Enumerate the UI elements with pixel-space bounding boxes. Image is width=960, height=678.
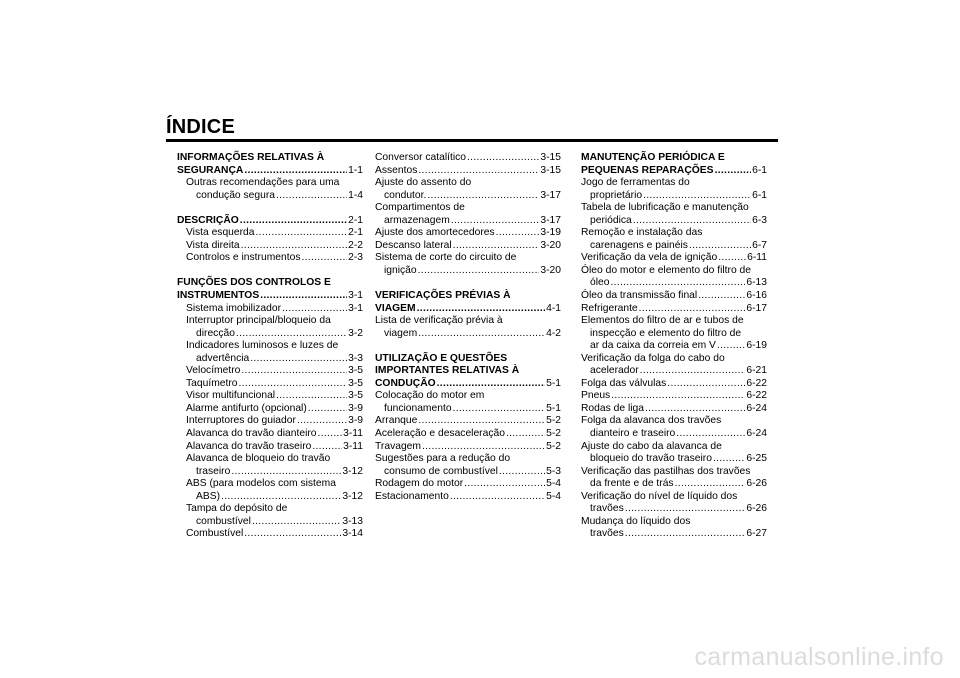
dot-leader bbox=[645, 403, 745, 416]
toc-entry-title: VIAGEM bbox=[375, 302, 416, 314]
toc-entry-title: carenagens e painéis bbox=[590, 239, 688, 251]
section-heading-line: INFORMAÇÕES RELATIVAS À bbox=[177, 152, 325, 163]
toc-entry-title: Descanso lateral bbox=[375, 239, 452, 251]
toc-entry-title: proprietário bbox=[590, 189, 643, 201]
toc-entry[interactable] bbox=[581, 390, 767, 403]
toc-entry[interactable] bbox=[581, 378, 767, 391]
toc-page-number: 3-14 bbox=[342, 528, 363, 540]
toc-page-number: 6-22 bbox=[746, 377, 767, 389]
toc-page-number: 5-4 bbox=[546, 478, 561, 490]
toc-entry-line: Ajuste do cabo da alavanca de bbox=[581, 440, 722, 452]
toc-entry-title: traseiro bbox=[196, 465, 231, 477]
toc-entry[interactable] bbox=[581, 240, 767, 253]
dot-leader bbox=[239, 378, 348, 391]
toc-entry[interactable] bbox=[177, 390, 363, 403]
dot-leader bbox=[417, 303, 545, 316]
dot-leader bbox=[506, 428, 545, 441]
toc-entry-line: Outras recomendações para uma bbox=[186, 177, 340, 189]
toc-entry-title: SEGURANÇA bbox=[177, 164, 244, 176]
toc-entry[interactable] bbox=[177, 403, 363, 416]
dot-leader bbox=[318, 428, 343, 441]
toc-page-number: 6-11 bbox=[747, 252, 767, 264]
toc-entry[interactable] bbox=[581, 503, 767, 516]
toc-entry[interactable] bbox=[581, 365, 767, 378]
toc-entry-title: Vista direita bbox=[186, 239, 240, 251]
toc-entry-line: Colocação do motor em bbox=[375, 390, 485, 402]
dot-leader bbox=[241, 240, 347, 253]
toc-entry[interactable] bbox=[581, 290, 767, 303]
dot-leader bbox=[689, 240, 751, 253]
toc-entry[interactable] bbox=[177, 240, 363, 253]
toc-entry-title: Verificação da vela de ignição bbox=[581, 252, 718, 264]
toc-page-number: 6-21 bbox=[746, 365, 767, 377]
section-heading-entry[interactable] bbox=[581, 165, 767, 178]
toc-entry-title: Arranque bbox=[375, 415, 418, 427]
toc-entry-line: Alavanca de bloqueio do travão bbox=[186, 453, 331, 465]
toc-entry[interactable] bbox=[177, 328, 363, 341]
dot-leader bbox=[464, 478, 545, 491]
toc-entry-line: Sugestões para a redução do bbox=[375, 453, 511, 465]
dot-leader bbox=[451, 215, 540, 228]
dot-leader bbox=[717, 340, 745, 353]
toc-entry-line: Verificação do nível de líquido dos bbox=[581, 490, 738, 502]
toc-entry[interactable] bbox=[177, 227, 363, 240]
section-heading-line: MANUTENÇÃO PERIÓDICA E bbox=[581, 152, 725, 163]
toc-entry-title: Sistema imobilizador bbox=[186, 302, 281, 314]
toc-page-number: 3-2 bbox=[348, 327, 363, 339]
toc-page-number: 5-4 bbox=[546, 490, 561, 502]
toc-entry[interactable] bbox=[375, 165, 561, 178]
dot-leader bbox=[718, 252, 746, 265]
dot-leader bbox=[625, 503, 746, 516]
toc-page-number: 3-9 bbox=[348, 415, 363, 427]
toc-entry[interactable] bbox=[177, 353, 363, 366]
toc-page-number: 6-22 bbox=[746, 390, 767, 402]
toc-page-number: 6-1 bbox=[752, 189, 767, 201]
toc-entry-line: Folga da alavanca dos travões bbox=[581, 415, 722, 427]
toc-page-number: 4-1 bbox=[546, 302, 561, 314]
dot-leader bbox=[667, 378, 745, 391]
toc-entry[interactable] bbox=[581, 428, 767, 441]
toc-entry[interactable] bbox=[581, 453, 767, 466]
toc-page-number: 6-13 bbox=[746, 277, 767, 289]
toc-page-number: 5-2 bbox=[546, 415, 561, 427]
toc-entry-title: Aceleração e desaceleração bbox=[375, 428, 505, 440]
dot-leader bbox=[610, 277, 745, 290]
dot-leader bbox=[675, 478, 746, 491]
toc-entry-title: combustível bbox=[196, 515, 251, 527]
dot-leader bbox=[611, 390, 745, 403]
toc-entry-title: DESCRIÇÃO bbox=[177, 214, 239, 226]
toc-page-number: 6-1 bbox=[752, 164, 767, 176]
toc-page-number: 6-25 bbox=[746, 453, 767, 465]
toc-entry-title: Rodagem do motor bbox=[375, 478, 464, 490]
dot-leader bbox=[301, 252, 347, 265]
section-heading-entry[interactable] bbox=[177, 215, 363, 228]
toc-entry-line: inspecção e elemento do filtro de bbox=[590, 327, 742, 339]
toc-entry[interactable] bbox=[375, 227, 561, 240]
toc-entry[interactable] bbox=[581, 528, 767, 541]
toc-entry-title: Taquímetro bbox=[186, 377, 238, 389]
toc-entry-title: acelerador bbox=[590, 365, 639, 377]
dot-leader bbox=[698, 290, 745, 303]
toc-page-number: 3-1 bbox=[348, 302, 363, 314]
watermark: carmanualsonline.info bbox=[694, 643, 944, 671]
toc-entry[interactable] bbox=[177, 303, 363, 316]
toc-page-number: 3-20 bbox=[540, 239, 561, 251]
toc-page-number: 3-1 bbox=[348, 290, 363, 302]
toc-page-number: 6-24 bbox=[746, 402, 767, 414]
toc-page-number: 3-17 bbox=[540, 214, 561, 226]
toc-entry[interactable] bbox=[581, 303, 767, 316]
toc-page-number: 6-19 bbox=[746, 340, 767, 352]
toc-column-1 bbox=[177, 152, 363, 541]
section-heading-line: IMPORTANTES RELATIVAS À bbox=[375, 365, 520, 377]
toc-page-number: 3-13 bbox=[342, 515, 363, 527]
dot-leader bbox=[639, 303, 746, 316]
toc-page-number: 3-11 bbox=[343, 428, 363, 440]
dot-leader bbox=[453, 240, 540, 253]
toc-entry-title: Vista esquerda bbox=[186, 227, 255, 239]
toc-entry-title: Pneus bbox=[581, 390, 611, 402]
dot-leader bbox=[496, 227, 540, 240]
toc-entry[interactable] bbox=[177, 190, 363, 203]
toc-entry[interactable] bbox=[375, 265, 561, 278]
toc-column-3 bbox=[581, 152, 767, 541]
toc-entry-title: travões bbox=[590, 503, 624, 515]
toc-entry-line: Elementos do filtro de ar e tubos de bbox=[581, 315, 744, 327]
toc-entry-title: Assentos bbox=[375, 164, 418, 176]
toc-entry-line: Compartimentos de bbox=[375, 202, 465, 214]
toc-entry-title: ABS) bbox=[196, 490, 221, 502]
toc-entry[interactable] bbox=[581, 277, 767, 290]
dot-leader bbox=[453, 403, 546, 416]
toc-entry-title: dianteiro e traseiro bbox=[590, 428, 676, 440]
toc-page-number: 3-12 bbox=[342, 465, 363, 477]
toc-page-number: 3-15 bbox=[540, 164, 561, 176]
section-heading-line: UTILIZAÇÃO E QUESTÕES bbox=[375, 352, 508, 364]
dot-leader bbox=[499, 466, 545, 479]
page-title: ÍNDICE bbox=[166, 116, 235, 138]
toc-page-number: 3-17 bbox=[540, 189, 561, 201]
section-gap bbox=[177, 265, 363, 278]
toc-entry[interactable] bbox=[177, 466, 363, 479]
toc-page-number: 2-2 bbox=[348, 239, 363, 251]
toc-page-number: 1-4 bbox=[348, 189, 363, 201]
toc-entry-title: Travagem bbox=[375, 440, 421, 452]
toc-entry[interactable] bbox=[581, 403, 767, 416]
dot-leader bbox=[676, 428, 745, 441]
section-heading-entry[interactable] bbox=[177, 290, 363, 303]
toc-page-number: 3-9 bbox=[348, 402, 363, 414]
toc-entry[interactable] bbox=[375, 328, 561, 341]
dot-leader bbox=[297, 415, 347, 428]
toc-entry-title: armazenagem bbox=[384, 214, 450, 226]
toc-entry-title: Refrigerante bbox=[581, 302, 638, 314]
toc-entry[interactable] bbox=[375, 478, 561, 491]
dot-leader bbox=[450, 491, 545, 504]
dot-leader bbox=[312, 441, 342, 454]
toc-page-number: 3-5 bbox=[348, 365, 363, 377]
toc-entry-line: Mudança do líquido dos bbox=[581, 515, 691, 527]
dot-leader bbox=[640, 365, 746, 378]
toc-page-number: 2-1 bbox=[348, 214, 363, 226]
toc-entry-title: ar da caixa da correia em V bbox=[590, 340, 716, 352]
toc-page-number: 5-3 bbox=[546, 465, 561, 477]
dot-leader bbox=[467, 152, 539, 165]
dot-leader bbox=[244, 165, 347, 178]
dot-leader bbox=[276, 190, 347, 203]
dot-leader bbox=[418, 328, 545, 341]
toc-page-number: 5-1 bbox=[546, 402, 561, 414]
dot-leader bbox=[252, 516, 341, 529]
toc-entry-title: Controlos e instrumentos bbox=[186, 252, 301, 264]
section-gap bbox=[375, 340, 561, 353]
toc-entry-title: viagem bbox=[384, 327, 418, 339]
toc-page-number: 6-26 bbox=[746, 478, 767, 490]
toc-entry[interactable] bbox=[375, 215, 561, 228]
toc-entry-title: consumo de combustível bbox=[384, 465, 498, 477]
toc-page-number: 6-17 bbox=[746, 302, 767, 314]
toc-page-number: 4-2 bbox=[546, 327, 561, 339]
toc-entry-title: CONDUÇÃO bbox=[375, 377, 436, 389]
toc-page-number: 6-7 bbox=[752, 239, 767, 251]
toc-entry[interactable] bbox=[177, 516, 363, 529]
toc-entry[interactable] bbox=[177, 528, 363, 541]
toc-entry[interactable] bbox=[177, 252, 363, 265]
toc-entry-line: Tabela de lubrificação e manutenção bbox=[581, 202, 749, 214]
section-heading-entry[interactable] bbox=[375, 378, 561, 391]
toc-entry[interactable] bbox=[375, 415, 561, 428]
dot-leader bbox=[713, 453, 745, 466]
toc-entry-title: Velocímetro bbox=[186, 365, 241, 377]
dot-leader bbox=[308, 403, 347, 416]
dot-leader bbox=[231, 466, 341, 479]
toc-page-number: 6-24 bbox=[746, 428, 767, 440]
dot-leader bbox=[244, 528, 341, 541]
dot-leader bbox=[422, 441, 545, 454]
toc-entry-title: Interruptores do guiador bbox=[186, 415, 296, 427]
toc-entry[interactable] bbox=[375, 240, 561, 253]
toc-entry-line: ABS (para modelos com sistema bbox=[186, 478, 336, 490]
dot-leader bbox=[643, 190, 751, 203]
toc-entry-title: Alarme antifurto (opcional) bbox=[186, 402, 307, 414]
toc-entry-title: bloqueio do travão traseiro bbox=[590, 453, 712, 465]
dot-leader bbox=[418, 265, 540, 278]
toc-entry[interactable] bbox=[581, 478, 767, 491]
dot-leader bbox=[418, 165, 539, 178]
toc-page-number: 3-20 bbox=[540, 264, 561, 276]
toc-entry-title: da frente e de trás bbox=[590, 478, 674, 490]
toc-page-number: 6-26 bbox=[746, 503, 767, 515]
toc-entry[interactable] bbox=[375, 152, 561, 165]
toc-entry-line: Remoção e instalação das bbox=[581, 227, 703, 239]
toc-entry-line: Ajuste do assento do bbox=[375, 177, 472, 189]
toc-entry[interactable] bbox=[177, 491, 363, 504]
toc-entry-line: Tampa do depósito de bbox=[186, 503, 288, 515]
toc-entry-line: Jogo de ferramentas do bbox=[581, 177, 690, 189]
section-gap bbox=[375, 277, 561, 290]
toc-entry-line: Lista de verificação prévia à bbox=[375, 315, 503, 327]
toc-entry-line: Indicadores luminosos e luzes de bbox=[186, 340, 339, 352]
toc-entry-title: periódica bbox=[590, 214, 632, 226]
toc-entry-line: Sistema de corte do circuito de bbox=[375, 252, 517, 264]
toc-page-number: 3-5 bbox=[348, 377, 363, 389]
dot-leader bbox=[240, 215, 347, 228]
toc-page-number: 3-19 bbox=[540, 227, 561, 239]
section-heading-line: VERIFICAÇÕES PRÉVIAS À bbox=[375, 290, 511, 302]
toc-entry[interactable] bbox=[375, 428, 561, 441]
dot-leader bbox=[236, 328, 347, 341]
title-rule bbox=[166, 139, 778, 142]
toc-entry[interactable] bbox=[177, 378, 363, 391]
dot-leader bbox=[437, 378, 545, 391]
toc-page-number: 3-11 bbox=[343, 440, 363, 452]
toc-entry-line: Verificação da folga do cabo do bbox=[581, 352, 725, 364]
toc-entry-title: Visor multifuncional bbox=[186, 390, 276, 402]
toc-entry[interactable] bbox=[375, 190, 561, 203]
toc-page-number: 1-1 bbox=[348, 164, 363, 176]
toc-column-2 bbox=[375, 152, 561, 503]
toc-page-number: 3-12 bbox=[342, 490, 363, 502]
dot-leader bbox=[241, 365, 347, 378]
toc-entry-title: advertência bbox=[196, 352, 250, 364]
section-heading-entry[interactable] bbox=[375, 303, 561, 316]
toc-page-number: 2-3 bbox=[348, 252, 363, 264]
toc-page-number: 3-15 bbox=[540, 152, 561, 163]
toc-entry-title: condutor. bbox=[384, 189, 427, 201]
toc-entry[interactable] bbox=[581, 340, 767, 353]
toc-entry-title: INSTRUMENTOS bbox=[177, 290, 260, 302]
toc-entry-title: Óleo da transmissão final bbox=[581, 290, 698, 302]
dot-leader bbox=[418, 415, 545, 428]
toc-entry-title: PEQUENAS REPARAÇÕES bbox=[581, 164, 714, 176]
toc-entry-title: condução segura bbox=[196, 189, 276, 201]
dot-leader bbox=[260, 290, 347, 303]
section-heading-entry[interactable] bbox=[177, 165, 363, 178]
toc-page-number: 6-16 bbox=[746, 290, 767, 302]
dot-leader bbox=[625, 528, 746, 541]
toc-entry-title: funcionamento bbox=[384, 402, 452, 414]
dot-leader bbox=[633, 215, 751, 228]
toc-entry[interactable] bbox=[177, 415, 363, 428]
toc-entry-title: Combustível bbox=[186, 528, 244, 540]
toc-entry-title: Estacionamento bbox=[375, 490, 449, 502]
toc-entry-title: Conversor catalítico bbox=[375, 152, 466, 163]
toc-entry-line: Interruptor principal/bloqueio da bbox=[186, 315, 331, 327]
toc-entry-title: Alavanca do travão traseiro bbox=[186, 440, 312, 452]
toc-entry[interactable] bbox=[177, 428, 363, 441]
toc-page-number: 5-2 bbox=[546, 440, 561, 452]
toc-entry[interactable] bbox=[581, 190, 767, 203]
toc-entry[interactable] bbox=[375, 403, 561, 416]
dot-leader bbox=[256, 227, 348, 240]
toc-entry-title: Rodas de liga bbox=[581, 402, 644, 414]
dot-leader bbox=[221, 491, 341, 504]
toc-page-number: 6-3 bbox=[752, 214, 767, 226]
toc-entry[interactable] bbox=[177, 441, 363, 454]
section-heading-line: FUNÇÕES DOS CONTROLOS E bbox=[177, 277, 331, 289]
toc-entry[interactable] bbox=[375, 466, 561, 479]
toc-page-number: 5-2 bbox=[546, 428, 561, 440]
toc-entry-title: travões bbox=[590, 528, 624, 540]
toc-entry-title: ignição bbox=[384, 264, 417, 276]
dot-leader bbox=[715, 165, 752, 178]
toc-page-number: 2-1 bbox=[348, 227, 363, 239]
toc-entry-title: Ajuste dos amortecedores bbox=[375, 227, 495, 239]
toc-page-number: 3-3 bbox=[348, 352, 363, 364]
toc-entry-title: óleo bbox=[590, 277, 610, 289]
toc-entry[interactable] bbox=[375, 491, 561, 504]
toc-page-number: 3-5 bbox=[348, 390, 363, 402]
toc-entry[interactable] bbox=[375, 441, 561, 454]
toc-entry[interactable] bbox=[581, 252, 767, 265]
toc-entry-title: Alavanca do travão dianteiro bbox=[186, 428, 317, 440]
toc-page-number: 6-27 bbox=[746, 528, 767, 540]
toc-entry-line: Óleo do motor e elemento do filtro de bbox=[581, 264, 751, 276]
dot-leader bbox=[276, 390, 347, 403]
toc-entry-line: Verificação das pastilhas dos travões bbox=[581, 465, 751, 477]
toc-entry[interactable] bbox=[177, 365, 363, 378]
toc-entry[interactable] bbox=[581, 215, 767, 228]
dot-leader bbox=[282, 303, 347, 316]
toc-entry-title: direcção bbox=[196, 327, 235, 339]
toc-entry-title: Folga das válvulas bbox=[581, 377, 667, 389]
dot-leader bbox=[250, 353, 347, 366]
section-gap bbox=[177, 202, 363, 215]
toc-page-number: 5-1 bbox=[546, 377, 561, 389]
dot-leader bbox=[427, 190, 539, 203]
